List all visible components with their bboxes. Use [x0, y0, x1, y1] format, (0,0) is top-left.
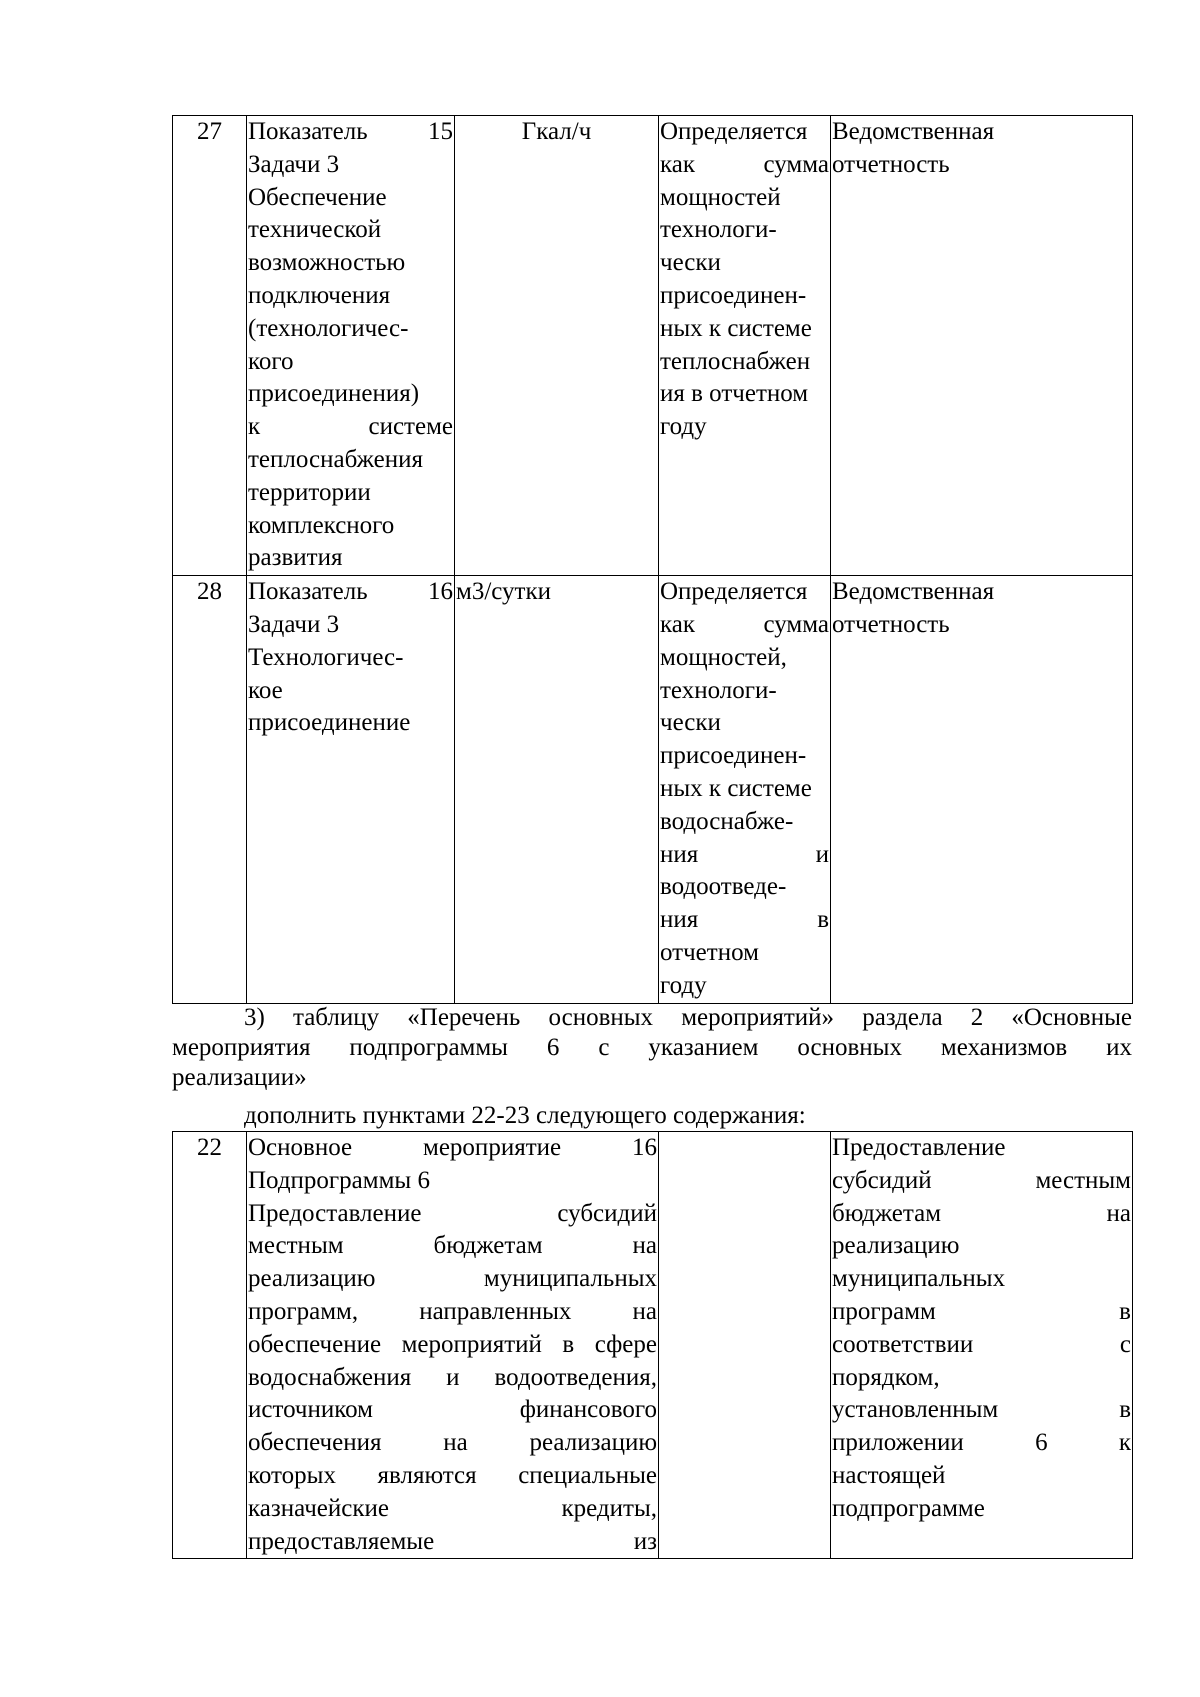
cell-line: порядком,	[832, 1363, 940, 1391]
cell-line: ных к системе	[660, 774, 812, 802]
method-cell	[659, 116, 831, 576]
mechanism-cell	[831, 1132, 1133, 1559]
cell-line: бюджетам на	[832, 1199, 1131, 1227]
cell-line: мощностей	[660, 183, 781, 211]
cell-line: Определяется	[660, 118, 808, 145]
cell-line: году	[660, 413, 707, 441]
cell-line: технологи-	[660, 216, 777, 244]
cell-line: Задачи 3	[248, 150, 340, 178]
table-row	[173, 116, 1133, 576]
cell-line: Задачи 3	[248, 610, 340, 638]
measure-name-cell	[247, 1132, 659, 1559]
indicators-table	[172, 115, 1133, 1004]
cell-line: Определяется	[660, 578, 808, 606]
source-cell	[831, 116, 1133, 576]
cell-line: реализацию муниципальных	[248, 1265, 657, 1293]
cell-line: территории	[248, 478, 371, 506]
cell-line: отчетность	[832, 150, 950, 178]
cell-line: источником финансового	[248, 1396, 657, 1424]
paragraph-line: мероприятия подпрограммы 6 с указанием основных механизмов их	[172, 1034, 1132, 1061]
measures-table	[172, 1131, 1133, 1559]
cell-line: к системе	[248, 413, 453, 441]
cell-line: субсидий местным	[832, 1166, 1131, 1194]
paragraph-line: реализации»	[172, 1064, 307, 1091]
table-row	[173, 576, 1133, 1003]
cell-line: Обеспечение	[248, 183, 387, 211]
cell-line: комплексного	[248, 511, 395, 539]
cell-line: установленным в	[832, 1396, 1131, 1424]
indicator-name-cell	[247, 116, 455, 576]
cell-line: (технологичес-	[248, 314, 409, 342]
cell-line: водоотведе-	[660, 873, 787, 901]
cell-line: чески	[660, 709, 721, 737]
cell-line: как сумма	[660, 150, 829, 178]
cell-line: году	[660, 971, 707, 999]
cell-line: технологи-	[660, 676, 777, 704]
amendment-paragraph	[172, 1003, 1132, 1093]
source-cell	[831, 576, 1133, 1003]
cell-line: ния и	[660, 840, 829, 868]
cell-line: водоснабже-	[660, 807, 794, 835]
cell-line: Показатель 15	[248, 118, 453, 145]
cell-line: возможностью	[248, 249, 406, 277]
cell-line: Технологичес-	[248, 643, 404, 671]
indicators-table-body	[173, 116, 1133, 1004]
table-row	[173, 1132, 1133, 1559]
cell-line: Подпрограммы 6	[248, 1166, 430, 1194]
cell-line: как сумма	[660, 610, 829, 638]
cell-line: теплоснабжен	[660, 347, 811, 375]
unit-cell: м3/сутки	[455, 576, 659, 1003]
cell-line: Ведомственная	[832, 578, 995, 606]
paragraph-line: 3) таблицу «Перечень основных мероприятий» раздела 2 «Основные	[244, 1004, 1132, 1031]
cell-line: присоединен-	[660, 742, 807, 770]
cell-line: программ в	[832, 1297, 1131, 1325]
cell-line: отчетном	[660, 938, 759, 966]
cell-line: кого	[248, 347, 294, 375]
unit-cell: Гкал/ч	[455, 116, 659, 576]
indicator-name-cell	[247, 576, 455, 1003]
cell-line: присоединения)	[248, 380, 420, 408]
row-number: 28	[173, 576, 247, 1003]
cell-line: отчетность	[832, 610, 950, 638]
cell-line: Предоставление	[832, 1134, 1006, 1161]
row-number: 22	[173, 1132, 247, 1559]
cell-line: кое	[248, 676, 283, 704]
cell-line: подключения	[248, 281, 391, 309]
cell-line: чески	[660, 249, 721, 277]
cell-line: присоединение	[248, 709, 411, 737]
cell-line: Основное мероприятие 16	[248, 1134, 657, 1161]
cell-line: которых являются специальные	[248, 1461, 657, 1489]
cell-line: мощностей,	[660, 643, 787, 671]
cell-line: приложении 6 к	[832, 1429, 1131, 1457]
supplement-line: дополнить пунктами 22-23 следующего содержания:	[244, 1102, 806, 1129]
cell-line: настоящей	[832, 1461, 946, 1489]
cell-line: Ведомственная	[832, 118, 995, 145]
cell-line: реализацию	[832, 1232, 960, 1260]
cell-line: развития	[248, 544, 343, 572]
cell-line: обеспечения на реализацию	[248, 1429, 657, 1457]
cell-line: водоснабжения и водоотведения,	[248, 1363, 657, 1391]
empty-cell	[659, 1132, 831, 1559]
cell-line: ных к системе	[660, 314, 812, 342]
cell-line: ния в	[660, 906, 829, 934]
cell-line: подпрограмме	[832, 1494, 985, 1522]
method-cell	[659, 576, 831, 1003]
cell-line: ия в отчетном	[660, 380, 809, 408]
cell-line: предоставляемые из	[248, 1527, 657, 1555]
cell-line: соответствии с	[832, 1330, 1131, 1358]
cell-line: местным бюджетам на	[248, 1232, 657, 1260]
cell-line: Показатель 16	[248, 578, 453, 606]
row-number: 27	[173, 116, 247, 576]
cell-line: Предоставление субсидий	[248, 1199, 657, 1227]
cell-line: технической	[248, 216, 382, 244]
cell-line: присоединен-	[660, 281, 807, 309]
cell-line: казначейские кредиты,	[248, 1494, 657, 1522]
cell-line: обеспечение мероприятий в сфере	[248, 1330, 657, 1358]
cell-line: теплоснабжения	[248, 445, 423, 473]
cell-line: программ, направленных на	[248, 1297, 657, 1325]
cell-line: муниципальных	[832, 1265, 1006, 1293]
